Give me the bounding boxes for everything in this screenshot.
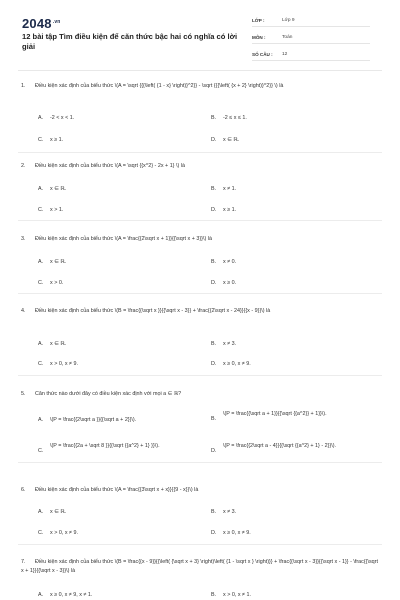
option-d[interactable] bbox=[211, 136, 363, 145]
option-letter: B. bbox=[211, 592, 217, 598]
option-text: x ∈ ℝ. bbox=[50, 186, 67, 192]
question-number: 4. bbox=[21, 308, 26, 314]
question-separator bbox=[18, 220, 382, 221]
option-letter: A. bbox=[38, 115, 44, 121]
option-letter: C. bbox=[38, 530, 44, 536]
site-logo[interactable]: $2048^{.vn}$ bbox=[22, 16, 61, 31]
option-letter: B. bbox=[211, 416, 217, 422]
option-c[interactable] bbox=[38, 529, 190, 538]
option-b[interactable] bbox=[211, 340, 363, 349]
option-letter: D. bbox=[211, 361, 217, 367]
option-letter: B. bbox=[211, 186, 217, 192]
header-divider bbox=[18, 70, 382, 71]
option-d[interactable] bbox=[211, 360, 363, 369]
option-text: \(P = \frac{{2a + \sqrt 8 }}{{\sqrt {{a^2} + 1} }}\). bbox=[50, 443, 160, 449]
meta-row-count bbox=[252, 48, 370, 61]
option-d[interactable] bbox=[211, 206, 363, 215]
option-text: x > 0, x ≠ 1. bbox=[223, 592, 251, 598]
option-letter: B. bbox=[211, 115, 217, 121]
option-a[interactable] bbox=[38, 340, 190, 349]
option-letter: A. bbox=[38, 509, 44, 515]
question-body: Điều kiện xác định của biểu thức \(A = \sqrt {{{\left( {1 - x} \right)}^2}} - \sqrt {{{\left( {x + 2} \right)}^2}} \) là bbox=[35, 83, 284, 89]
option-c[interactable] bbox=[38, 360, 190, 369]
question-body: Điều kiện xác định của biểu thức \(A = \frac{{3\sqrt x + x}}{{9 - x}}\) là bbox=[35, 487, 199, 493]
option-b[interactable] bbox=[211, 185, 363, 194]
option-text: x ∈ ℝ. bbox=[50, 259, 67, 265]
option-text: x ≥ 1. bbox=[223, 207, 237, 213]
option-a[interactable] bbox=[38, 114, 190, 123]
option-text: x > 0. bbox=[50, 280, 64, 286]
question-number: 3. bbox=[21, 236, 26, 242]
option-a[interactable] bbox=[38, 416, 190, 425]
question-body: Điều kiện xác định của biểu thức \(B = \frac{{x - 9}}{{\left( {\sqrt x + 3} \right)\left( {1 - \sqrt x } \right)}} + \frac{{\sqrt x - 3}}{{\sqrt x - 1}} - \frac{{\sqrt x + 1}}{{\sqrt x - 3}}\) là bbox=[21, 559, 378, 574]
option-letter: D. bbox=[211, 280, 217, 286]
option-text: \(P = \frac{{2\sqrt a - 4}}{{\sqrt {{a^2} + 1} - 2}}\). bbox=[223, 443, 337, 449]
option-letter: A. bbox=[38, 341, 44, 347]
question-number: 2. bbox=[21, 163, 26, 169]
option-letter: A. bbox=[38, 592, 44, 598]
question-separator bbox=[18, 293, 382, 294]
option-text: x > 0, x ≠ 9. bbox=[50, 530, 78, 536]
option-text: -2 < x < 1. bbox=[50, 115, 75, 121]
meta-value: Lớp 9 bbox=[282, 17, 295, 23]
option-a[interactable] bbox=[38, 185, 190, 194]
option-a[interactable] bbox=[38, 258, 190, 267]
option-letter: A. bbox=[38, 417, 44, 423]
question-text bbox=[21, 307, 381, 316]
question-text bbox=[21, 235, 381, 244]
option-text: x > 0, x ≠ 9. bbox=[50, 361, 78, 367]
option-b[interactable] bbox=[211, 508, 363, 517]
option-letter: C. bbox=[38, 280, 44, 286]
header bbox=[0, 0, 400, 64]
meta-row-subject bbox=[252, 31, 370, 44]
question-number: 7. bbox=[21, 559, 26, 565]
option-letter: D. bbox=[211, 137, 217, 143]
option-text: x ≥ 0. bbox=[223, 280, 237, 286]
option-text: \(P = \frac{{\sqrt a + 1}}{{\sqrt {{a^2}} + 1}}\). bbox=[223, 411, 327, 417]
option-letter: B. bbox=[211, 509, 217, 515]
question-text bbox=[21, 162, 381, 171]
option-b[interactable] bbox=[211, 258, 363, 267]
question-body: Điều kiện xác định của biểu thức \(B = \frac{{\sqrt x }}{{\sqrt x - 3}} + \frac{{2\sqrt x - 24}}{{x - 9}}\) là bbox=[35, 308, 271, 314]
option-d[interactable] bbox=[211, 442, 373, 456]
option-text: x ≠ 3. bbox=[223, 341, 237, 347]
option-letter: D. bbox=[211, 530, 217, 536]
meta-value: Toán bbox=[282, 34, 293, 40]
option-c[interactable] bbox=[38, 136, 190, 145]
question-separator bbox=[18, 375, 382, 376]
option-a[interactable] bbox=[38, 508, 190, 517]
option-text: x ≠ 3. bbox=[223, 509, 237, 515]
option-text: x ≠ 1. bbox=[223, 186, 237, 192]
option-d[interactable] bbox=[211, 279, 363, 288]
meta-label: MÔN : bbox=[252, 34, 266, 40]
meta-info bbox=[252, 14, 370, 65]
option-text: x > 1. bbox=[50, 207, 64, 213]
option-text: x ≥ 0, x ≠ 9. bbox=[223, 530, 251, 536]
option-letter: D. bbox=[211, 448, 217, 454]
question-text bbox=[21, 82, 381, 91]
option-letter: C. bbox=[38, 207, 44, 213]
option-text: x ≥ 0, x ≠ 9. bbox=[223, 361, 251, 367]
option-text: x ≥ 1. bbox=[50, 137, 64, 143]
option-letter: A. bbox=[38, 259, 44, 265]
option-c[interactable] bbox=[38, 206, 190, 215]
question-text bbox=[21, 486, 381, 495]
option-b[interactable] bbox=[211, 591, 363, 600]
option-c[interactable] bbox=[38, 279, 190, 288]
meta-label: LỚP : bbox=[252, 17, 265, 23]
option-text: x ∈ ℝ. bbox=[50, 341, 67, 347]
question-number: 1. bbox=[21, 83, 26, 89]
option-letter: B. bbox=[211, 259, 217, 265]
option-text: \(P = \frac{{2\sqrt a }}{{\sqrt a + 2}}\). bbox=[50, 417, 137, 423]
option-b[interactable] bbox=[211, 410, 373, 424]
option-b[interactable] bbox=[211, 114, 363, 123]
option-text: x ∈ ℝ. bbox=[50, 509, 67, 515]
question-separator bbox=[18, 544, 382, 545]
question-body: Điều kiện xác định của biểu thức \(A = \frac{{2\sqrt x + 1}}{{\sqrt x + 3}}\) là bbox=[35, 236, 212, 242]
question-number: 5. bbox=[21, 391, 26, 397]
option-text: -2 ≤ x ≤ 1. bbox=[223, 115, 247, 121]
option-letter: D. bbox=[211, 207, 217, 213]
option-text: x ≠ 0. bbox=[223, 259, 237, 265]
option-letter: B. bbox=[211, 341, 217, 347]
option-text: x ≥ 0, x ≠ 9, x ≠ 1. bbox=[50, 592, 93, 598]
meta-label: SỐ CÂU : bbox=[252, 51, 273, 57]
option-letter: C. bbox=[38, 448, 44, 454]
option-letter: C. bbox=[38, 361, 44, 367]
meta-value: 12 bbox=[282, 51, 288, 57]
option-d[interactable] bbox=[211, 529, 363, 538]
option-letter: A. bbox=[38, 186, 44, 192]
question-body: Điều kiện xác định của biểu thức \(A = \sqrt {{x^2} - 2x + 1} \) là bbox=[35, 163, 185, 169]
option-c[interactable] bbox=[38, 442, 200, 456]
meta-row-grade bbox=[252, 14, 370, 27]
question-text bbox=[21, 390, 381, 399]
option-letter: C. bbox=[38, 137, 44, 143]
question-separator bbox=[18, 152, 382, 153]
option-a[interactable] bbox=[38, 591, 190, 600]
question-separator bbox=[18, 462, 382, 463]
question-number: 6. bbox=[21, 487, 26, 493]
option-text: x ∈ ℝ. bbox=[223, 137, 240, 143]
document-title: 12 bài tập Tìm điều kiện để căn thức bậc hai có nghĩa có lời giải bbox=[22, 32, 238, 51]
question-body: Căn thức nào dưới đây có điều kiện xác định với mọi a ∈ ℝ? bbox=[35, 391, 182, 397]
question-text bbox=[21, 558, 381, 576]
